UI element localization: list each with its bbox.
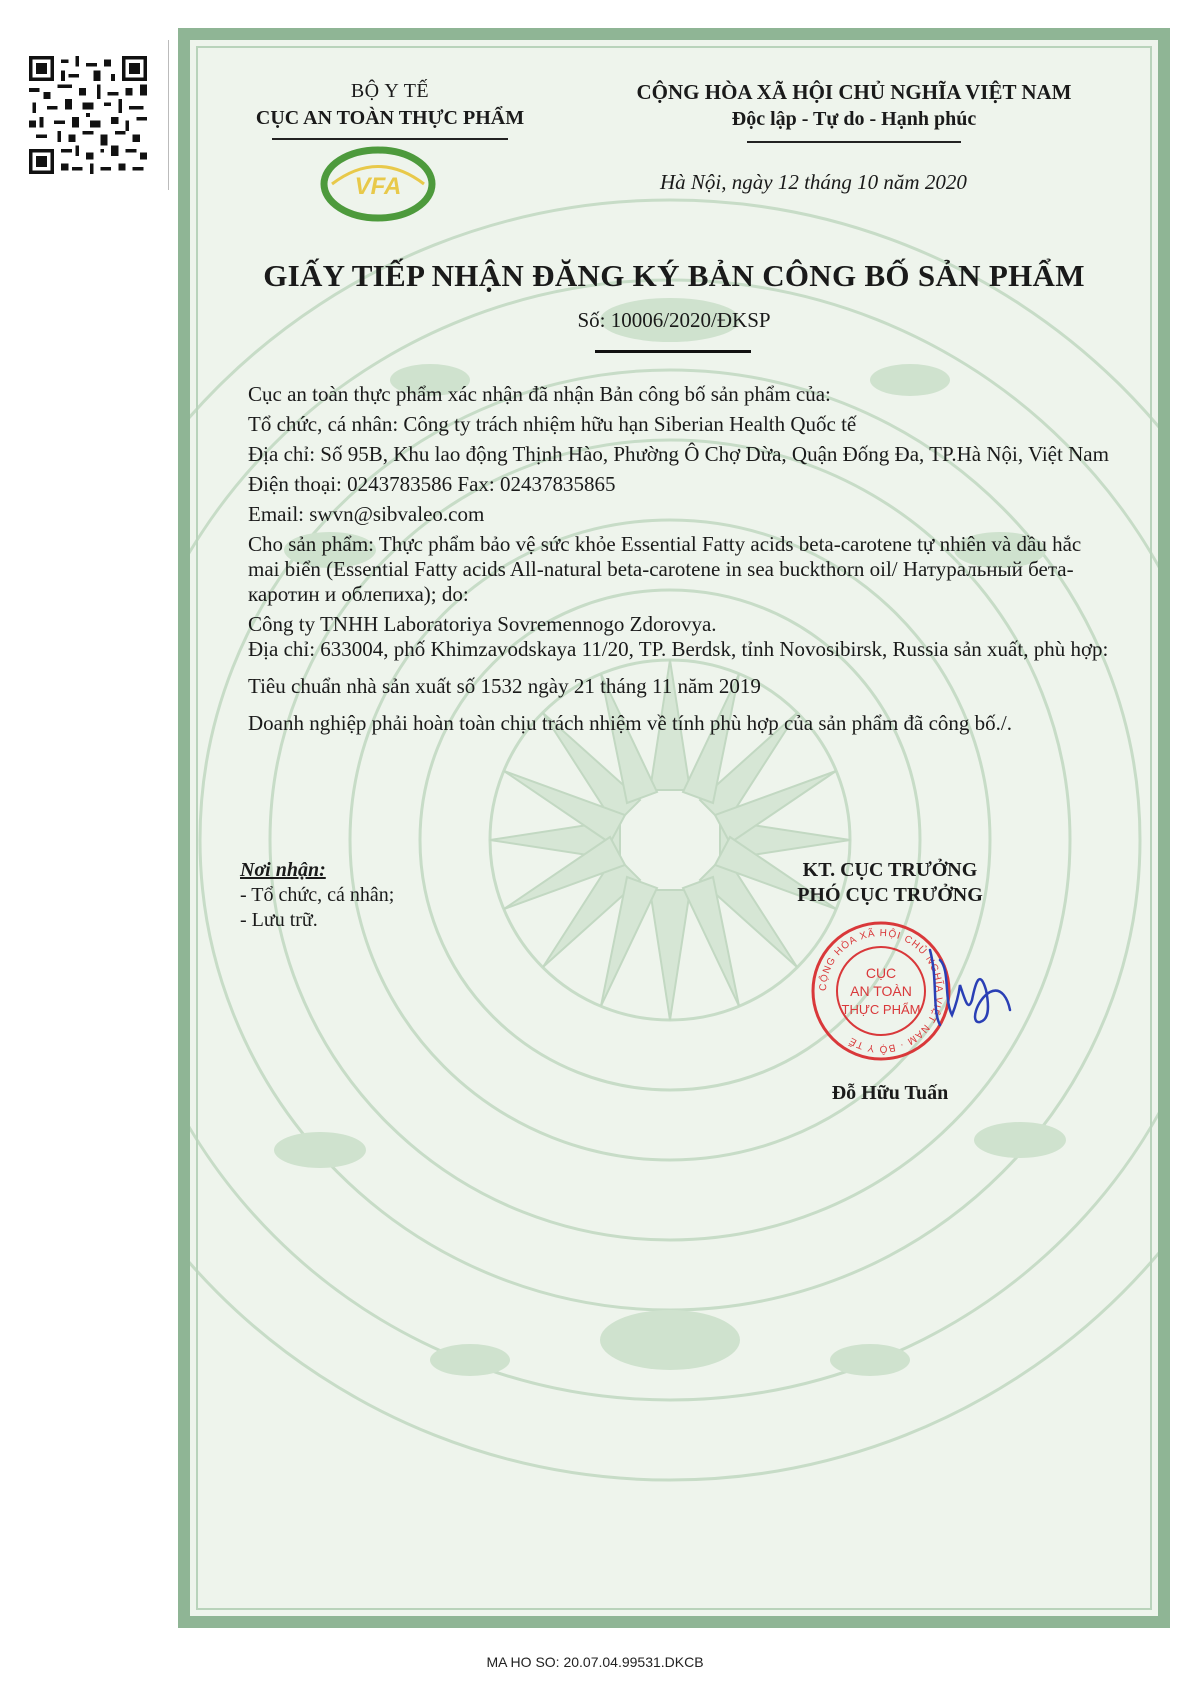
signature-line1: KT. CỤC TRƯỞNG — [802, 859, 978, 881]
standard-line: Tiêu chuẩn nhà sản xuất số 1532 ngày 21 tháng 11 năm 2019 — [248, 674, 761, 698]
certificate-frame — [178, 28, 1170, 1628]
address-line: Địa chỉ: Số 95B, Khu lao động Thịnh Hào, Phường Ô Chợ Dừa, Quận Đống Đa, TP.Hà Nội, Việt Nam — [248, 442, 1109, 466]
recipient-item: - Lưu trữ. — [240, 909, 318, 931]
ministry-name: BỘ Y TẾ — [350, 80, 430, 102]
fax-line: Fax: 02437835865 — [457, 472, 616, 496]
manufacturer-address-line: Địa chỉ: 633004, phố Khimzavodskaya 11/20, TP. Berdsk, tỉnh Novosibirsk, Russia sản xuất, phù hợp: — [248, 637, 1109, 661]
national-motto: Độc lập - Tự do - Hạnh phúc — [731, 108, 977, 130]
recipients-title: Nơi nhận: — [240, 859, 326, 881]
issuer-header — [230, 80, 550, 140]
agency-name: CỤC AN TOÀN THỰC PHẨM — [255, 107, 525, 129]
qr-divider — [168, 40, 169, 190]
issuer-underline — [272, 138, 508, 140]
seal-line: CỤC — [865, 965, 897, 981]
product-line: Cho sản phẩm: Thực phẩm bảo vệ sức khỏe Essential Fatty acids beta-carotene tự nhiên và dầu hắc mai biển (Essential Fatty acids All-natural beta-carotene in sea buckthorn oil/ Натуральный бета-каротин и облепиха); do: — [248, 532, 1082, 606]
signature-line2: PHÓ CỤC TRƯỞNG — [797, 884, 983, 906]
email-line: Email: swvn@sibvaleo.com — [248, 502, 485, 526]
vfa-logo-text: VFA — [354, 173, 402, 200]
manufacturer-line: Công ty TNHH Laboratoriya Sovremennogo Zdorovya. — [248, 612, 717, 636]
recipient-item: - Tổ chức, cá nhân; — [240, 884, 395, 906]
motto-underline — [747, 141, 961, 143]
signature-heading — [760, 858, 1020, 908]
document-title: GIẤY TIẾP NHẬN ĐĂNG KÝ BẢN CÔNG BỐ SẢN PHẨM — [263, 258, 1085, 293]
responsibility-line: Doanh nghiệp phải hoàn toàn chịu trách nhiệm về tính phù hợp của sản phẩm đã công bố./. — [248, 711, 1012, 735]
organization-line: Tổ chức, cá nhân: Công ty trách nhiệm hữu hạn Siberian Health Quốc tế — [248, 412, 857, 436]
intro-text: Cục an toàn thực phẩm xác nhận đã nhận Bản công bố sản phẩm của: — [248, 382, 831, 406]
contact-row — [248, 472, 1114, 497]
country-name: CỘNG HÒA XÃ HỘI CHỦ NGHĨA VIỆT NAM — [636, 80, 1072, 104]
recipients-block — [240, 858, 394, 933]
issue-date: Hà Nội, ngày 12 tháng 10 năm 2020 — [660, 170, 967, 194]
seal-ring-text: CỘNG HÒA XÃ HỘI CHỦ NGHĨA VIỆT NAM · BỘ Y TẾ — [817, 927, 945, 1055]
dossier-code: MA HO SO: 20.07.04.99531.DKCB — [486, 1654, 704, 1670]
seal-line: AN TOÀN — [850, 983, 912, 999]
state-header — [580, 80, 1128, 143]
certificate-content — [190, 40, 1158, 1616]
seal-line: THỰC PHẨM — [841, 1002, 921, 1017]
title-underline — [595, 350, 751, 353]
phone-line: Điện thoại: 0243783586 — [248, 472, 453, 496]
certificate-paper — [190, 40, 1158, 1616]
signer-name: Đỗ Hữu Tuấn — [831, 1082, 949, 1104]
document-number: Số: 10006/2020/ĐKSP — [577, 308, 771, 332]
handwritten-signature — [910, 940, 1030, 1030]
vfa-logo — [318, 144, 438, 224]
qr-code — [22, 56, 154, 174]
certificate-body — [248, 382, 1114, 741]
